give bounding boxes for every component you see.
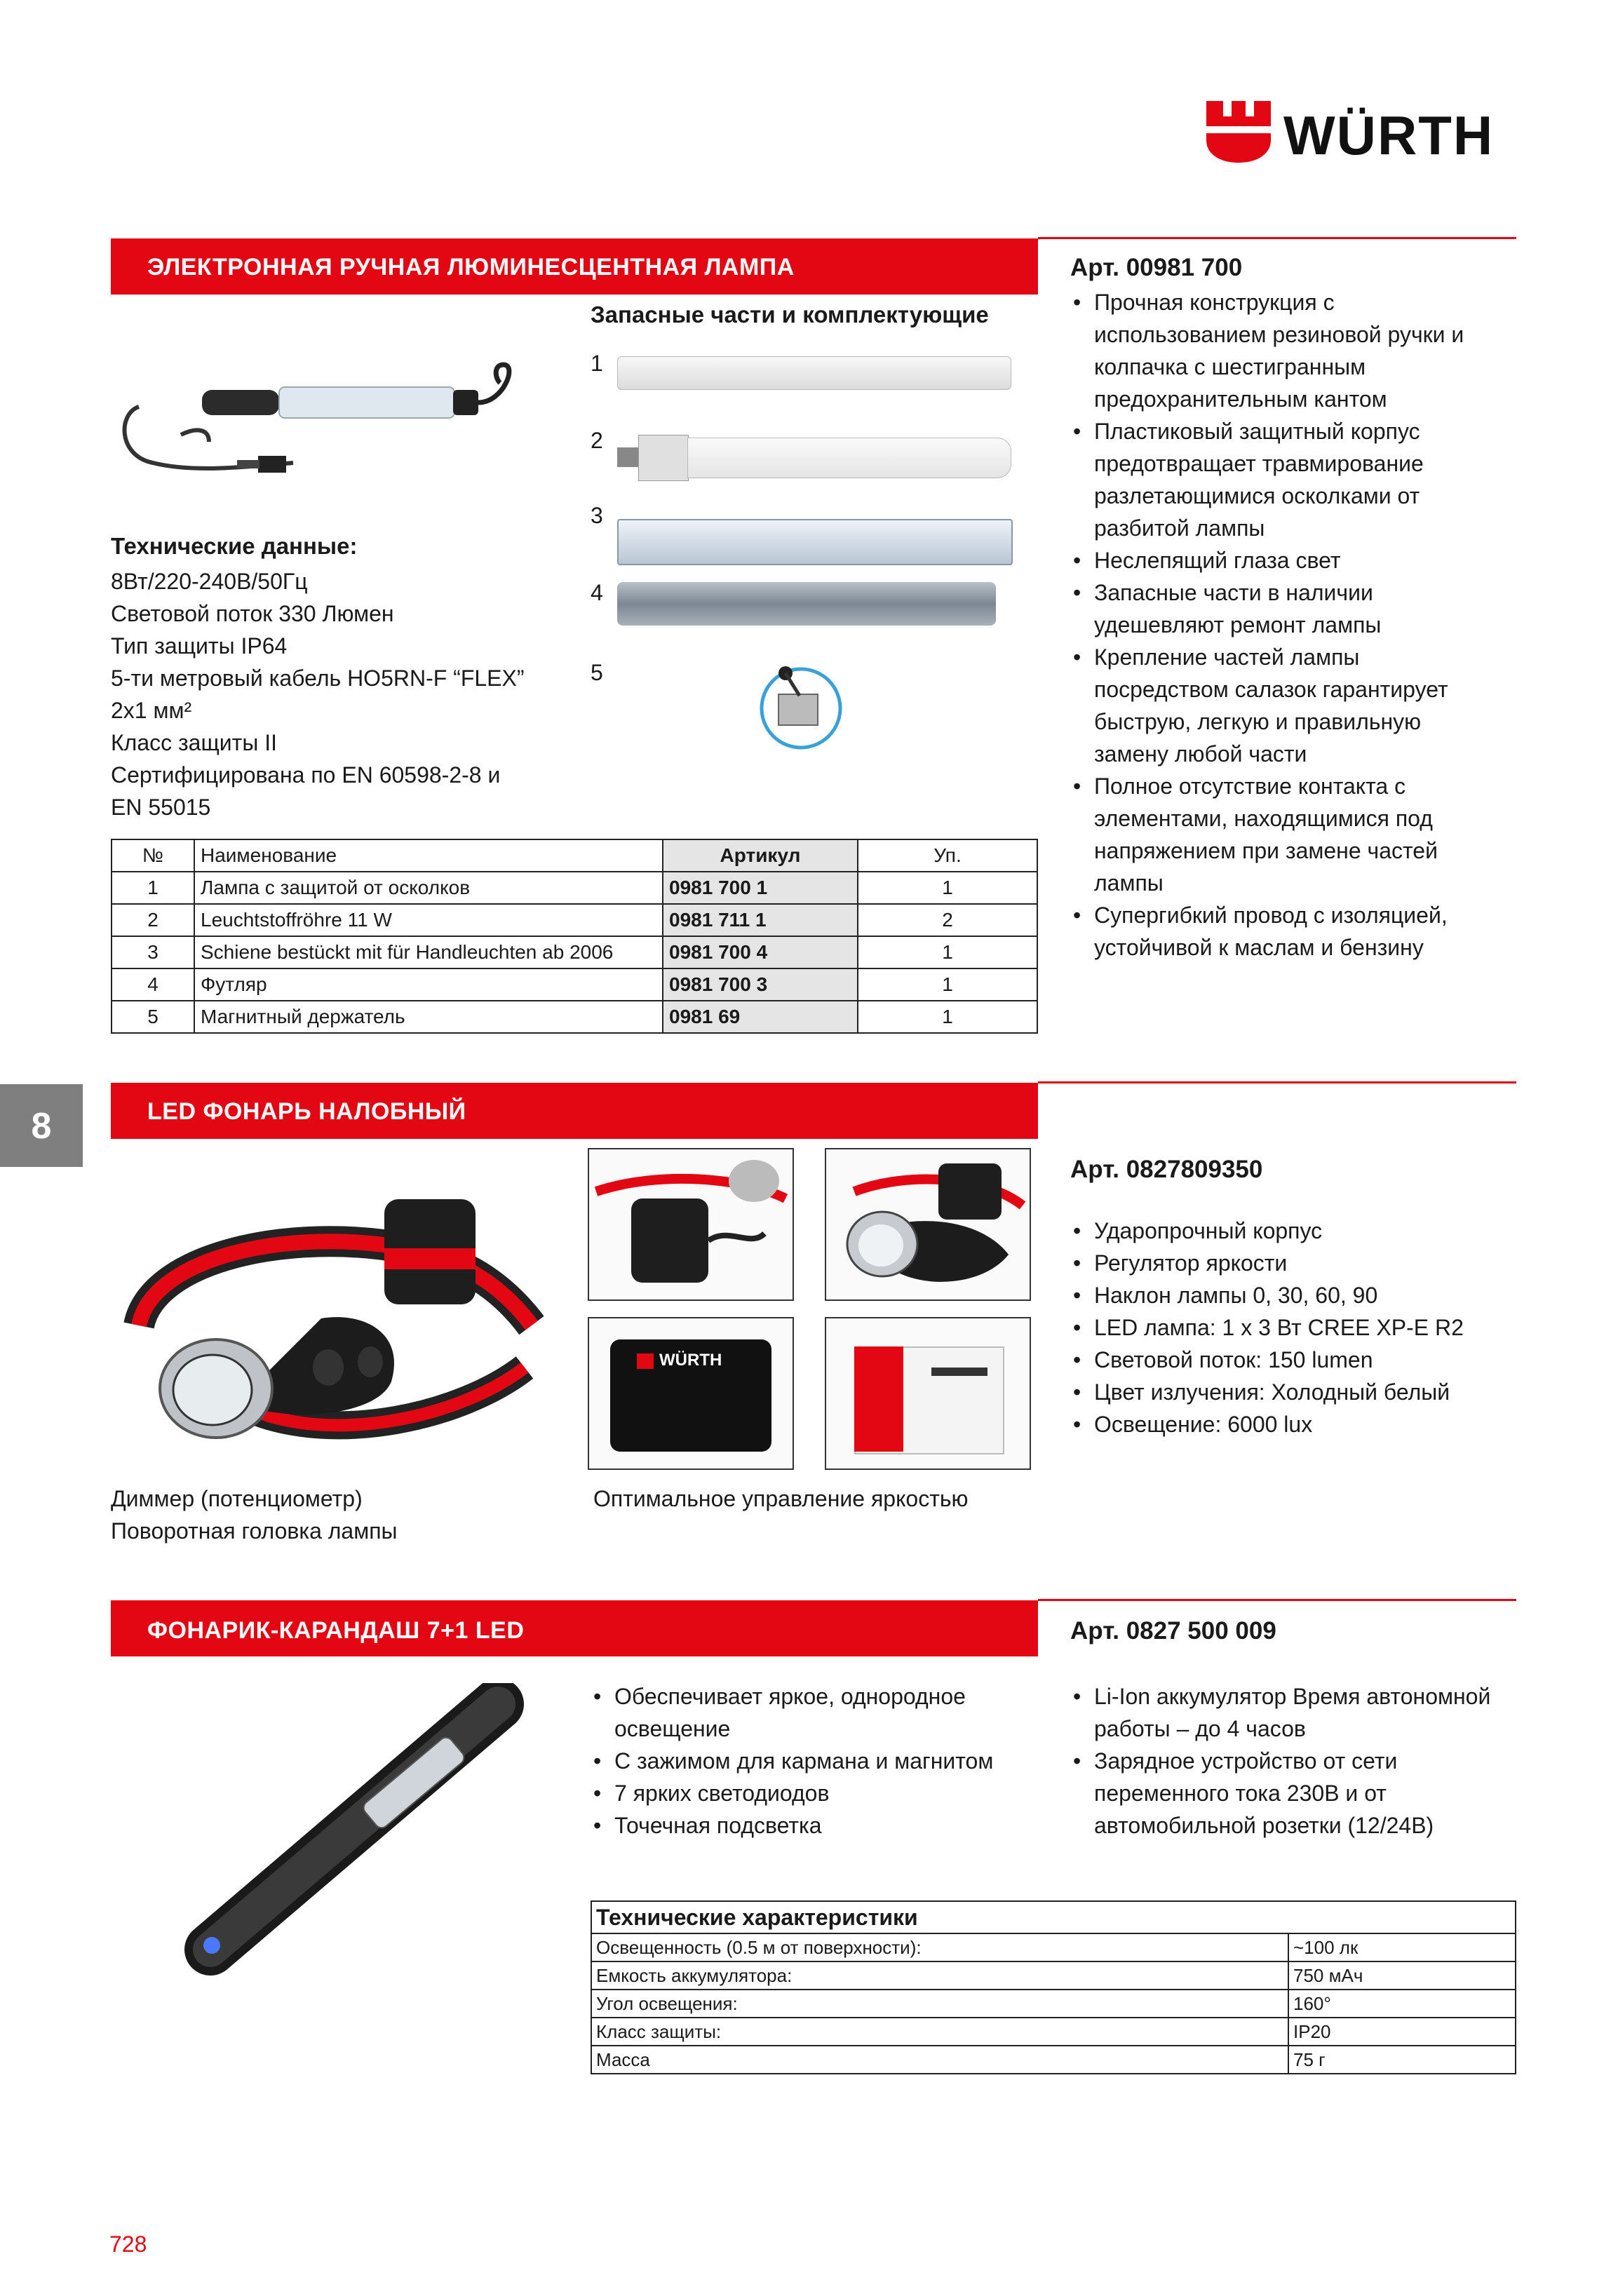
spare-tube-image (617, 356, 1011, 390)
spec-value: IP20 (1288, 2018, 1516, 2046)
cell-article: 0981 700 1 (663, 872, 858, 904)
spec-label: Класс защиты: (591, 2018, 1288, 2046)
pouch-logo: WÜRTH (659, 1351, 722, 1370)
tech-heading: Технические данные: (111, 533, 358, 559)
section3-article: Арт. 0827 500 009 (1070, 1617, 1276, 1645)
table-row (591, 1933, 1516, 1961)
feature-item: • Неслепящий глаза свет (1070, 544, 1491, 576)
spare-number-3: 3 (591, 503, 603, 528)
spare-number-4: 4 (591, 580, 603, 605)
cell-article: 0981 711 1 (663, 904, 858, 936)
feature-item: • Запасные части в наличии удешевляют ремонт лампы (1070, 576, 1491, 641)
feature-item: • Световой поток: 150 lumen (1070, 1344, 1491, 1376)
feature-item: • Пластиковый защитный корпус предотвращает травмирование разлетающимися осколками от разбитой лампы (1070, 415, 1491, 544)
feature-item: • Освещение: 6000 lux (1070, 1408, 1491, 1440)
feature-item: • Точечная подсветка (591, 1809, 1039, 1842)
cell-pack: 1 (858, 936, 1037, 968)
cell-number: 2 (112, 904, 194, 936)
spare-sleeve-image (617, 582, 996, 626)
tech-line: 2x1 мм² (111, 698, 192, 723)
section1-article: Арт. 00981 700 (1070, 254, 1243, 281)
tech-line: 5-ти метровый кабель HO5RN-F “FLEX” (111, 666, 525, 691)
spec-value: 750 мАч (1288, 1961, 1516, 1990)
feature-item: • Зарядное устройство от сети переменного тока 230В и от автомобильной розетки (12/24В) (1070, 1745, 1491, 1842)
feature-item: • Наклон лампы 0, 30, 60, 90 (1070, 1279, 1491, 1311)
cell-pack: 2 (858, 904, 1037, 936)
spare-number-1: 1 (591, 351, 603, 376)
cell-pack: 1 (858, 1001, 1037, 1033)
section3-features-mid (591, 1680, 1039, 1842)
section3-title: ФОНАРИК-КАРАНДАШ 7+1 LED (147, 1617, 525, 1644)
tech-line: Класс защиты II (111, 730, 277, 755)
chapter-number: 8 (31, 1106, 52, 1147)
cell-number: 5 (112, 1001, 194, 1033)
caption-dimmer: Диммер (потенциометр) (111, 1486, 363, 1511)
cell-name: Магнитный держатель (194, 1001, 663, 1033)
page-number: 728 (109, 2231, 147, 2257)
tech-line: EN 55015 (111, 795, 211, 820)
spare-compact-tube-image (617, 435, 1010, 480)
section1-rule (1038, 237, 1516, 239)
headlamp-image (111, 1171, 574, 1466)
cell-article: 0981 69 (663, 1001, 858, 1033)
wurth-logo (1204, 97, 1512, 167)
magnetic-holder-image (750, 652, 849, 750)
col-header-article: Артикул (663, 839, 858, 872)
cell-article: 0981 700 4 (663, 936, 858, 968)
wurth-logo-icon (1204, 98, 1274, 166)
logo-text: WÜRTH (1283, 104, 1495, 166)
chapter-tab (0, 1084, 83, 1167)
caption-brightness: Оптимальное управление яркостью (593, 1486, 969, 1511)
section1-title: ЭЛЕКТРОННАЯ РУЧНАЯ ЛЮМИНЕСЦЕНТНАЯ ЛАМПА (147, 254, 795, 281)
cell-number: 1 (112, 872, 194, 904)
spec-label: Угол освещения: (591, 1990, 1288, 2018)
hand-lamp-image (111, 323, 560, 491)
pouch-photo (588, 1317, 794, 1470)
feature-item: • Супергибкий провод с изоляцией, устойчивой к маслам и бензину (1070, 899, 1491, 964)
headlamp-front-photo (825, 1148, 1031, 1301)
spec-label: Масса (591, 2046, 1288, 2074)
table-row (591, 2018, 1516, 2046)
section2-rule (1038, 1081, 1516, 1083)
feature-item: • Прочная конструкция с использованием резиновой ручки и колпачка с шестигранным предохранительным кантом (1070, 286, 1491, 415)
tech-line: Сертифицирована по EN 60598-2-8 и (111, 762, 501, 788)
spare-number-2: 2 (591, 428, 603, 453)
feature-item: • Ударопрочный корпус (1070, 1215, 1491, 1247)
table-row (112, 872, 1037, 904)
feature-item: • Крепление частей лампы посредством салазок гарантирует быструю, легкую и правильную замену любой части (1070, 641, 1491, 770)
tech-line: Световой поток 330 Люмен (111, 601, 394, 626)
tech-title-row (591, 1901, 1516, 1933)
feature-item: • Li-Ion аккумулятор Время автономной работы – до 4 часов (1070, 1680, 1491, 1745)
cell-name: Лампа с защитой от осколков (194, 872, 663, 904)
table-row (112, 904, 1037, 936)
cell-article: 0981 700 3 (663, 968, 858, 1001)
feature-item: • LED лампа: 1 x 3 Вт CREE XP-E R2 (1070, 1311, 1491, 1344)
feature-item: • Регулятор яркости (1070, 1247, 1491, 1279)
parts-table (111, 839, 1038, 1034)
box-photo (825, 1317, 1031, 1470)
section2-article: Арт. 0827809350 (1070, 1156, 1263, 1183)
table-header-row (112, 839, 1037, 872)
tech-specs-table (591, 1900, 1516, 2074)
tech-title: Технические характеристики (591, 1901, 1516, 1933)
tech-data-list (111, 565, 574, 823)
feature-item: • Обеспечивает яркое, однородное освещение (591, 1680, 1039, 1745)
feature-item: • С зажимом для кармана и магнитом (591, 1745, 1039, 1777)
spec-label: Освещенность (0.5 м от поверхности): (591, 1933, 1288, 1961)
table-row (112, 968, 1037, 1001)
spec-value: 75 г (1288, 2046, 1516, 2074)
cell-number: 4 (112, 968, 194, 1001)
spec-label: Емкость аккумулятора: (591, 1961, 1288, 1990)
spec-value: 160° (1288, 1990, 1516, 2018)
section3-features-right (1070, 1680, 1491, 1842)
tech-line: 8Вт/220-240В/50Гц (111, 569, 308, 594)
col-header-name: Наименование (194, 839, 663, 872)
section2-features (1070, 1215, 1491, 1440)
cell-name: Schiene bestückt mit für Handleuchten ab 2006 (194, 936, 663, 968)
feature-item: • Цвет излучения: Холодный белый (1070, 1376, 1491, 1408)
feature-item: • 7 ярких светодиодов (591, 1777, 1039, 1809)
spare-rail-image (617, 519, 1013, 565)
col-header-number: № (112, 839, 194, 872)
section2-title: LED ФОНАРЬ НАЛОБНЫЙ (147, 1098, 466, 1125)
cell-name: Футляр (194, 968, 663, 1001)
section1-features (1070, 286, 1491, 964)
table-row (112, 1001, 1037, 1033)
table-row (591, 1990, 1516, 2018)
caption-rotating-head: Поворотная головка лампы (111, 1518, 398, 1544)
col-header-pack: Уп. (858, 839, 1037, 872)
cell-pack: 1 (858, 968, 1037, 1001)
headlamp-back-photo (588, 1148, 794, 1301)
table-row (591, 2046, 1516, 2074)
tech-line: Тип защиты IP64 (111, 633, 288, 659)
cell-name: Leuchtstoffröhre 11 W (194, 904, 663, 936)
spec-value: ~100 лк (1288, 1933, 1516, 1961)
pen-light-image (168, 1683, 533, 1978)
section3-rule (1038, 1599, 1516, 1601)
spare-number-5: 5 (591, 660, 603, 685)
cell-pack: 1 (858, 872, 1037, 904)
table-row (112, 936, 1037, 968)
cell-number: 3 (112, 936, 194, 968)
spares-heading: Запасные части и комплектующие (591, 302, 989, 327)
feature-item: • Полное отсутствие контакта с элементами, находящимися под напряжением при замене частей лампы (1070, 770, 1491, 899)
table-row (591, 1961, 1516, 1990)
